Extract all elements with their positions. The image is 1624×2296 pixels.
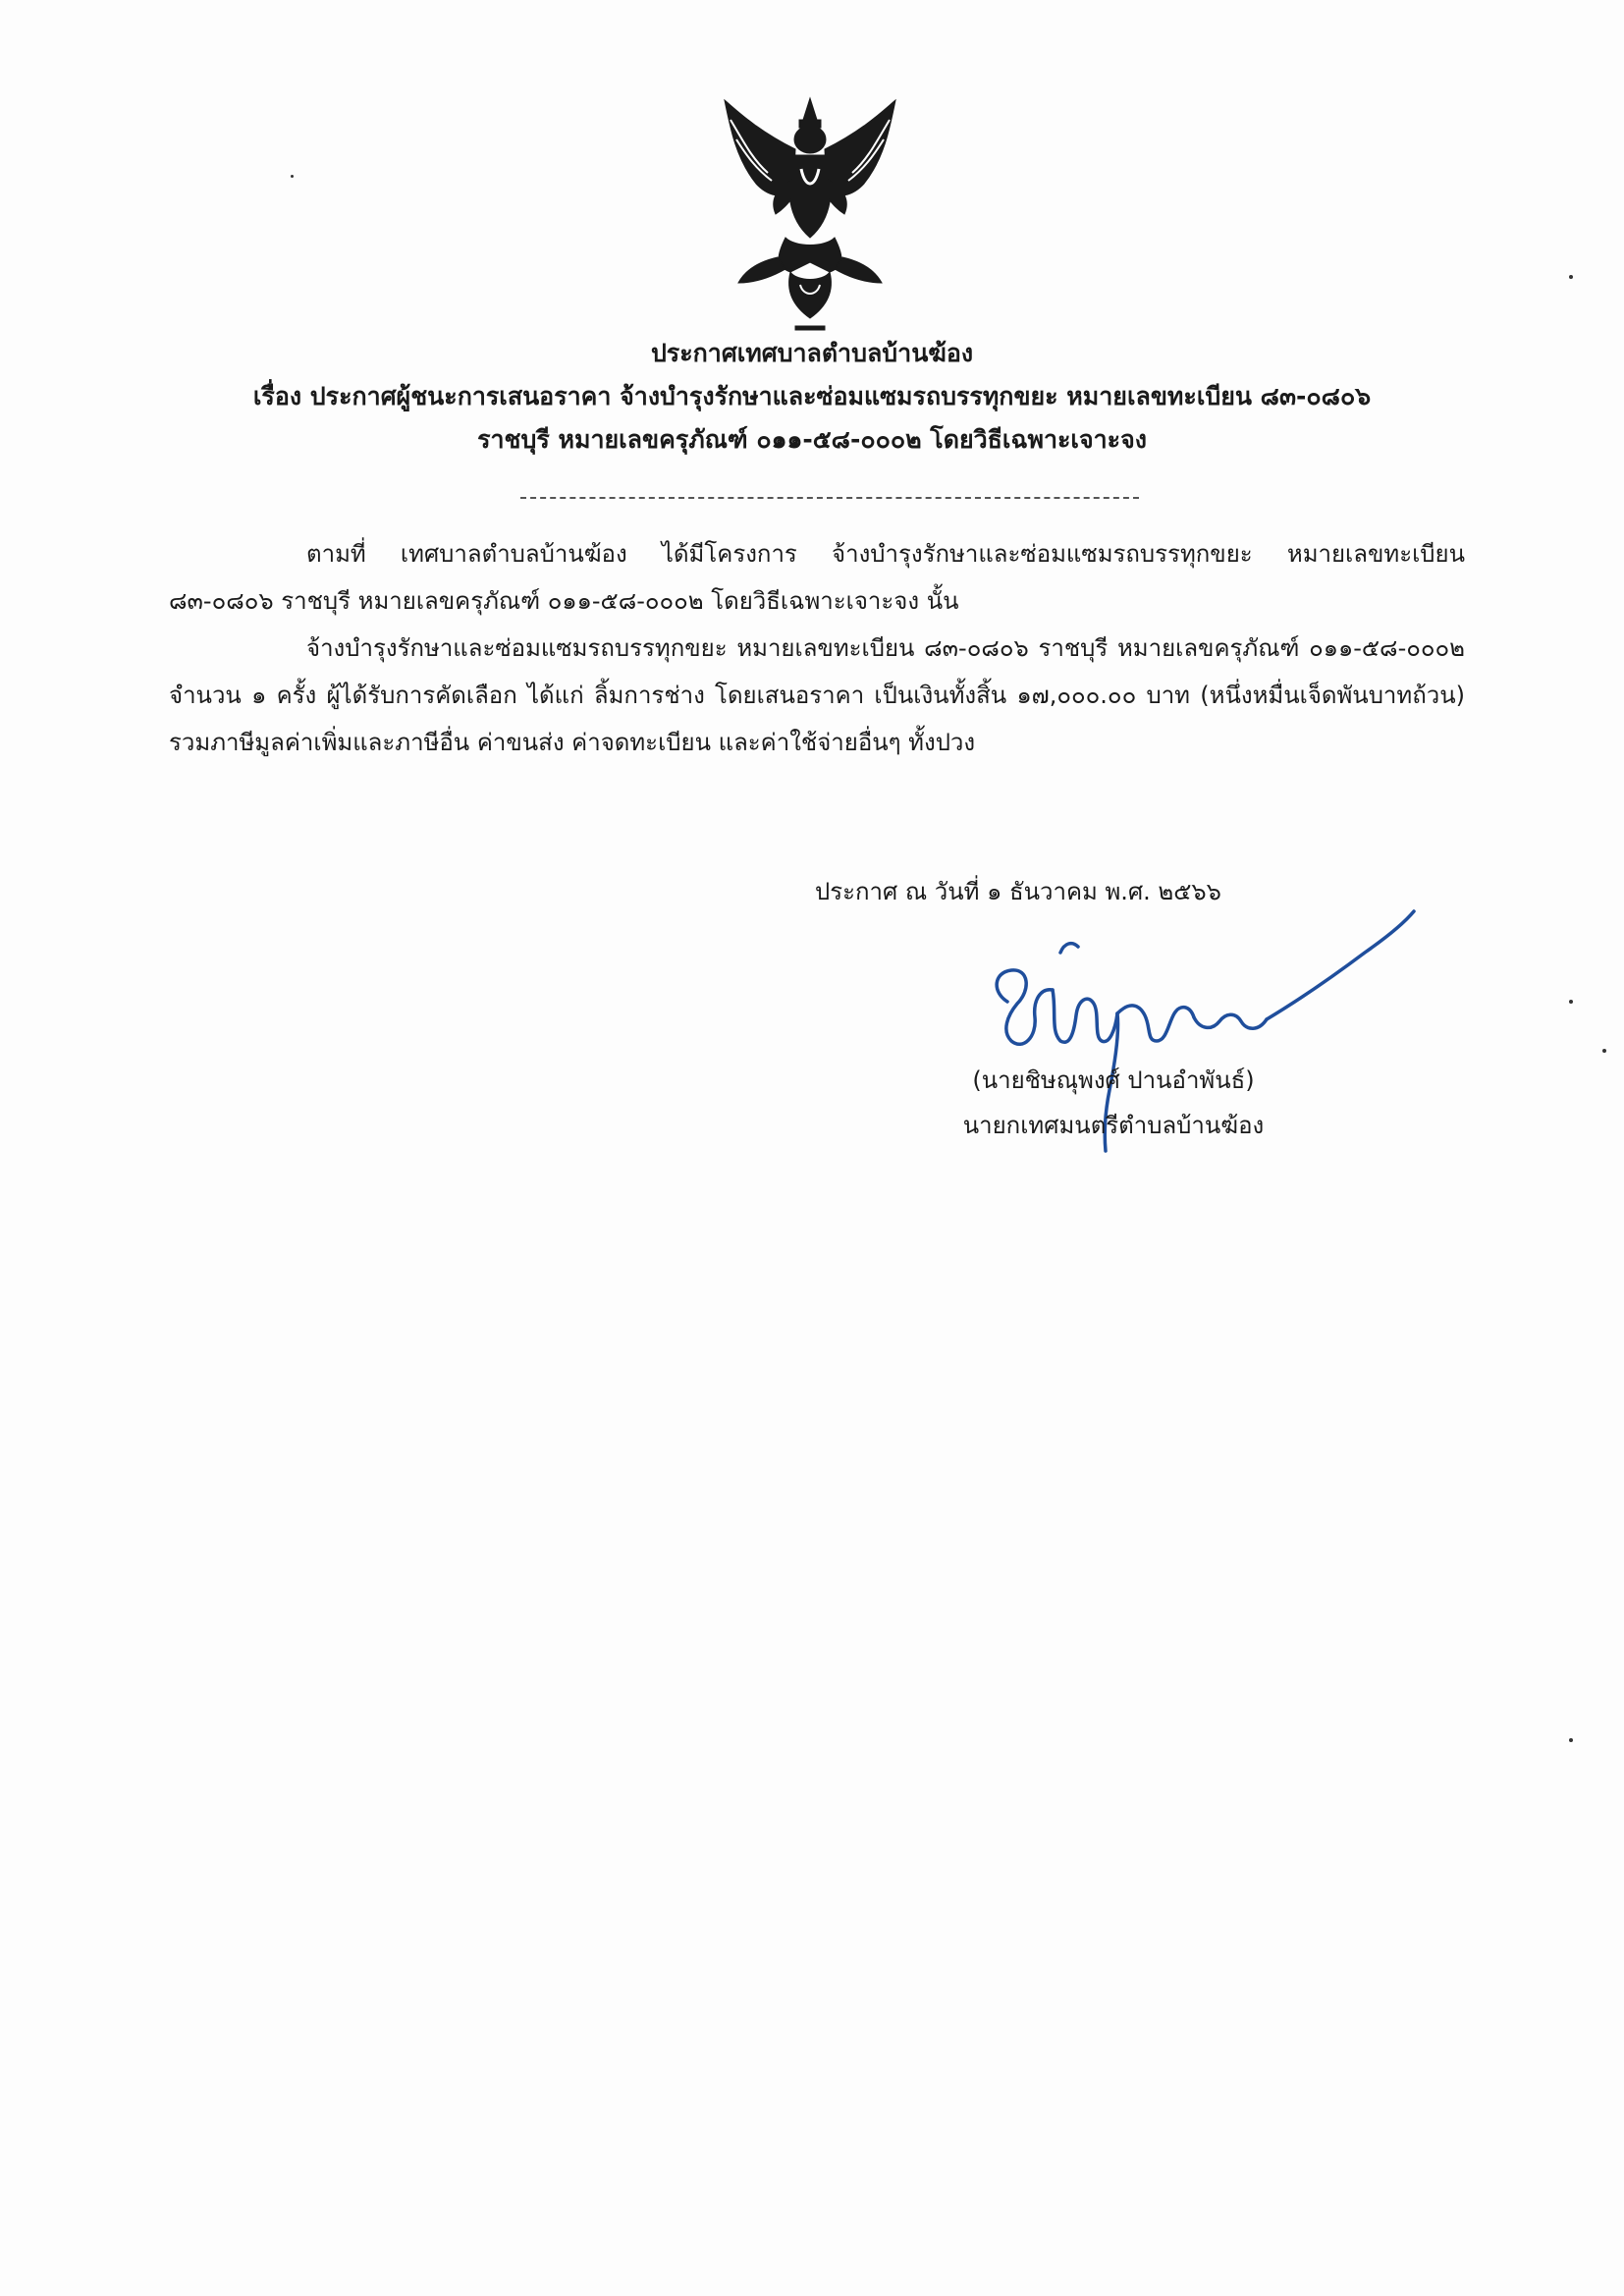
- scan-speck: [291, 175, 294, 178]
- signer-name: (นายชิษณุพงศ์ ปานอำพันธ์): [972, 1066, 1255, 1094]
- scan-speck: [1602, 1049, 1606, 1053]
- announcement-date: ประกาศ ณ วันที่ ๑ ธันวาคม พ.ศ. ๒๕๖๖: [815, 878, 1221, 905]
- body-paragraph-2: จ้างบำรุงรักษาและซ่อมแซมรถบรรทุกขยะ หมายเลขทะเบียน ๘๓-๐๘๐๖ ราชบุรี หมายเลขครุภัณฑ์ ๐๑๑-๕๘-๐๐๐๒ จำนวน ๑ ครั้ง ผู้ได้รับการคัดเลือก ได้แก่ ลิ้มการช่าง โดยเสนอราคา เป็นเงินทั้งสิ้น ๑๗,๐๐๐.๐๐ บาท (หนึ่งหมื่นเจ็ดพันบาทถ้วน) รวมภาษีมูลค่าเพิ่มและภาษีอื่น ค่าขนส่ง ค่าจดทะเบียน และค่าใช้จ่ายอื่นๆ ทั้งปวง: [169, 634, 1465, 756]
- garuda-emblem-icon: [717, 90, 903, 336]
- scan-speck: [1569, 275, 1573, 279]
- announcement-subject-line-1: เรื่อง ประกาศผู้ชนะการเสนอราคา จ้างบำรุงรักษาและซ่อมแซมรถบรรทุกขยะ หมายเลขทะเบียน ๘๓-๐๘๐๖: [252, 382, 1372, 410]
- scan-speck: [1569, 1000, 1573, 1004]
- scan-speck: [1569, 1738, 1573, 1742]
- announcement-subject-line-2: ราชบุรี หมายเลขครุภัณฑ์ ๐๑๑-๕๘-๐๐๐๒ โดยวิธีเฉพาะเจาะจง: [477, 425, 1147, 454]
- announcement-title: ประกาศเทศบาลตำบลบ้านฆ้อง: [650, 339, 974, 367]
- body-paragraph-1: ตามที่ เทศบาลตำบลบ้านฆ้อง ได้มีโครงการ จ้างบำรุงรักษาและซ่อมแซมรถบรรทุกขยะ หมายเลขทะเบียน ๘๓-๐๘๐๖ ราชบุรี หมายเลขครุภัณฑ์ ๐๑๑-๕๘-๐๐๐๒ โดยวิธีเฉพาะเจาะจง นั้น: [169, 540, 1465, 615]
- signer-title: นายกเทศมนตรีตำบลบ้านฆ้อง: [962, 1112, 1265, 1139]
- dashed-divider: [520, 497, 1139, 499]
